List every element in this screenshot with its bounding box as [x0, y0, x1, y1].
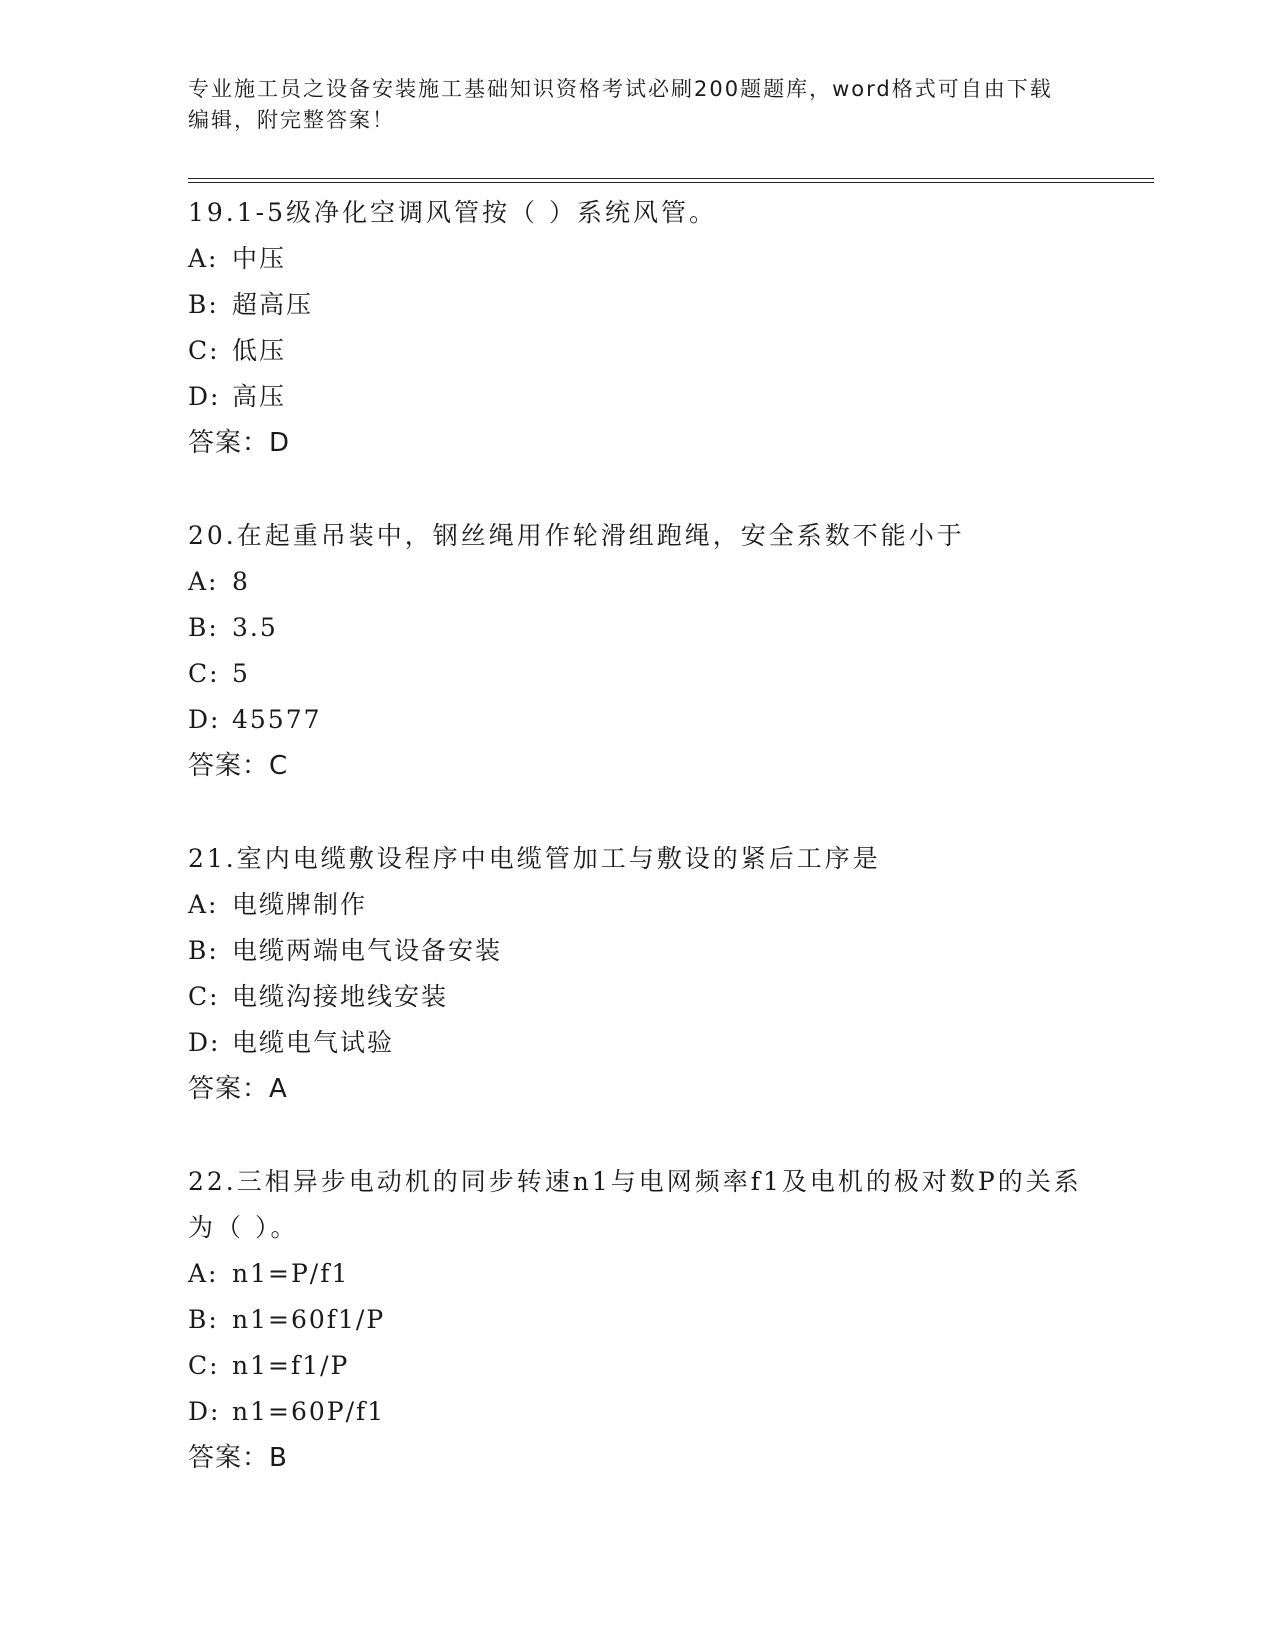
question-text: 19.1-5级净化空调风管按（ ）系统风管。 — [188, 198, 717, 227]
option-d — [188, 374, 1088, 420]
option-key: C: — [188, 1351, 220, 1380]
header-divider — [188, 178, 1154, 183]
option-a — [188, 236, 1088, 282]
option-key: A: — [188, 890, 219, 919]
option-b — [188, 605, 1088, 651]
answer-line: 答案：C — [188, 751, 289, 781]
option-key: B: — [188, 613, 219, 642]
option-a — [188, 882, 1088, 928]
option-key: D: — [188, 1397, 221, 1426]
option-key: D: — [188, 382, 221, 411]
question-20 — [188, 513, 1088, 789]
option-key: D: — [188, 1028, 221, 1057]
option-c — [188, 328, 1088, 374]
option-a — [188, 1251, 1088, 1297]
answer-line: 答案：A — [188, 1074, 288, 1104]
option-text: 超高压 — [232, 290, 314, 319]
option-text: 5 — [232, 659, 250, 688]
answer-line: 答案：D — [188, 428, 291, 458]
option-key: B: — [188, 1305, 219, 1334]
option-key: C: — [188, 336, 220, 365]
option-key: D: — [188, 705, 221, 734]
option-key: C: — [188, 982, 220, 1011]
option-d — [188, 697, 1088, 743]
option-b — [188, 928, 1088, 974]
option-key: B: — [188, 290, 219, 319]
option-text: 电缆牌制作 — [232, 890, 368, 919]
option-b — [188, 1297, 1088, 1343]
option-b — [188, 282, 1088, 328]
question-list — [188, 190, 1088, 1528]
option-key: A: — [188, 567, 219, 596]
option-text: 高压 — [232, 382, 287, 411]
option-c — [188, 651, 1088, 697]
option-text: n1=P/f1 — [232, 1259, 350, 1288]
option-d — [188, 1020, 1088, 1066]
option-text: 电缆两端电气设备安装 — [232, 936, 503, 965]
option-text: n1=f1/P — [232, 1351, 350, 1380]
option-text: 低压 — [232, 336, 287, 365]
option-key: A: — [188, 1259, 219, 1288]
option-text: 45577 — [232, 705, 322, 734]
option-c — [188, 1343, 1088, 1389]
answer-line: 答案：B — [188, 1443, 288, 1473]
option-d — [188, 1389, 1088, 1435]
document-header: 专业施工员之设备安装施工基础知识资格考试必刷200题题库，word格式可自由下载编辑，附完整答案！ — [188, 77, 1053, 132]
option-text: 3.5 — [232, 613, 278, 642]
option-text: n1=60f1/P — [232, 1305, 386, 1334]
option-text: 8 — [232, 567, 250, 596]
option-c — [188, 974, 1088, 1020]
question-text: 21.室内电缆敷设程序中电缆管加工与敷设的紧后工序是 — [188, 844, 881, 873]
option-text: 中压 — [232, 244, 287, 273]
option-key: C: — [188, 659, 220, 688]
option-text: 电缆电气试验 — [232, 1028, 395, 1057]
option-key: B: — [188, 936, 219, 965]
question-21 — [188, 836, 1088, 1112]
option-text: n1=60P/f1 — [232, 1397, 386, 1426]
option-text: 电缆沟接地线安装 — [232, 982, 449, 1011]
question-19 — [188, 190, 1088, 466]
option-key: A: — [188, 244, 219, 273]
option-a — [188, 559, 1088, 605]
question-22 — [188, 1159, 1088, 1481]
question-text: 22.三相异步电动机的同步转速n1与电网频率f1及电机的极对数P的关系为（ ）。 — [188, 1167, 1082, 1242]
question-text: 20.在起重吊装中，钢丝绳用作轮滑组跑绳，安全系数不能小于 — [188, 521, 965, 550]
